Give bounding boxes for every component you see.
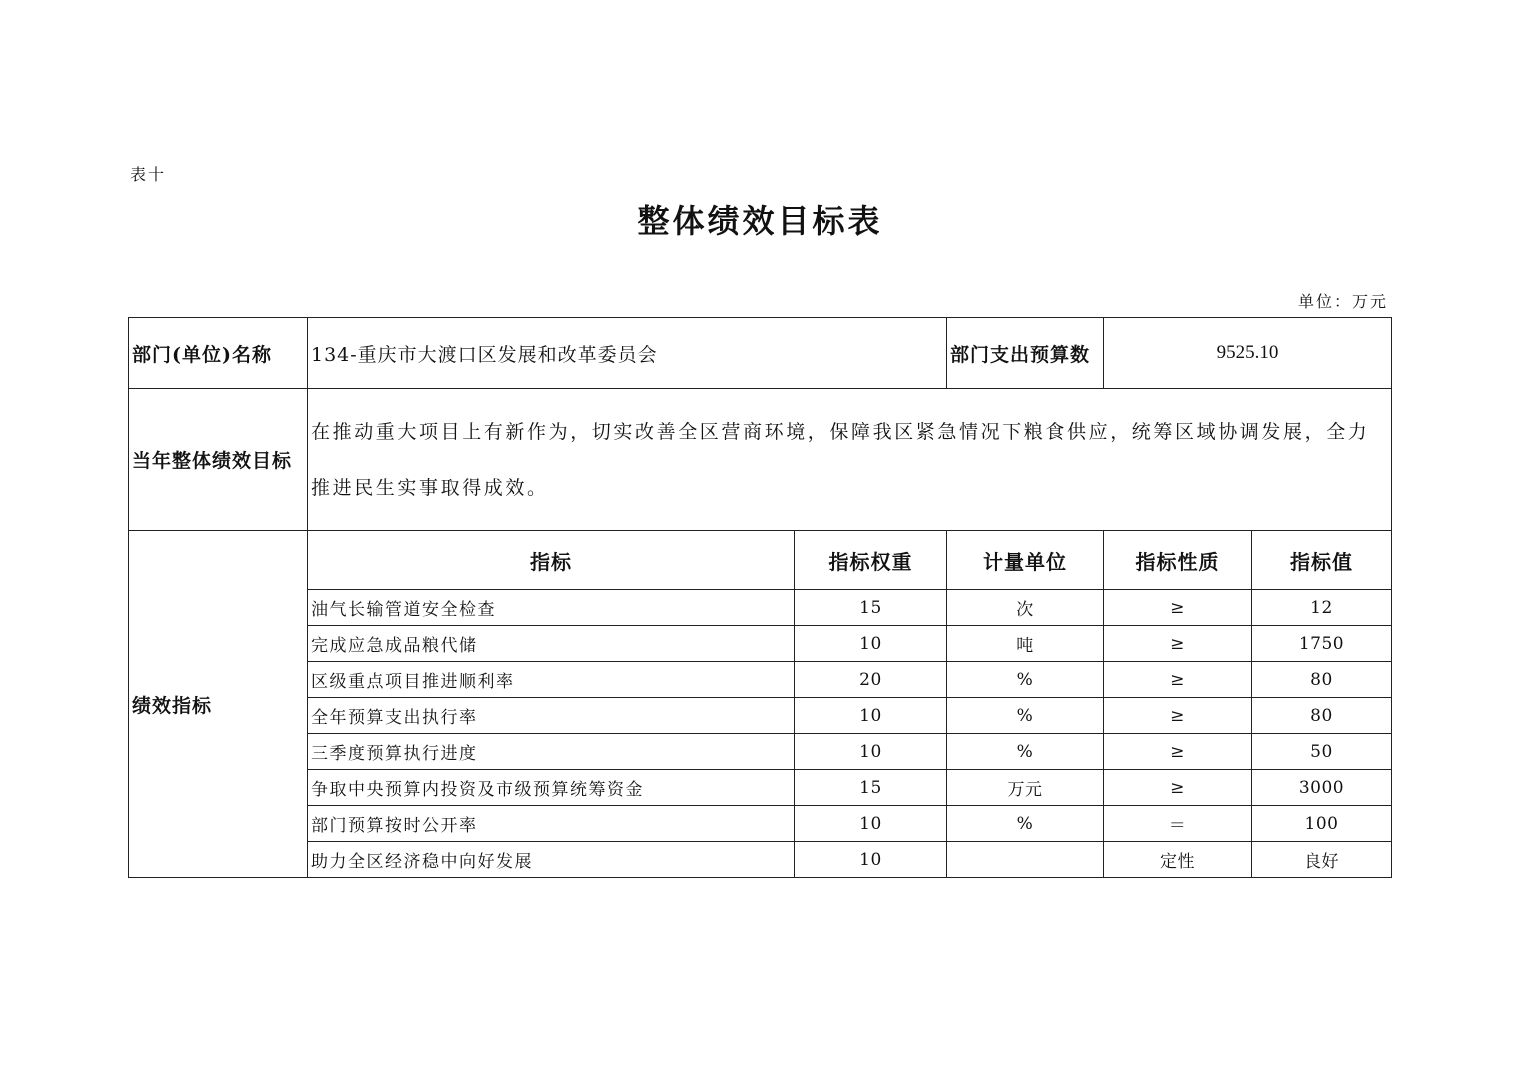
indicator-weight: 15 — [795, 770, 947, 806]
indicator-value: 80 — [1252, 662, 1392, 698]
indicator-value: 3000 — [1252, 770, 1392, 806]
indicator-unit: 万元 — [947, 770, 1104, 806]
indicator-unit: 吨 — [947, 626, 1104, 662]
indicator-unit: % — [947, 734, 1104, 770]
indicator-value: 1750 — [1252, 626, 1392, 662]
indicator-row — [129, 626, 1392, 662]
header-weight: 指标权重 — [795, 531, 947, 590]
header-unit: 计量单位 — [947, 531, 1104, 590]
dept-name-value: 134-重庆市大渡口区发展和改革委员会 — [308, 318, 947, 389]
budget-value: 9525.10 — [1104, 318, 1392, 389]
indicator-name: 争取中央预算内投资及市级预算统筹资金 — [308, 770, 795, 806]
indicator-unit: % — [947, 698, 1104, 734]
indicator-name: 部门预算按时公开率 — [308, 806, 795, 842]
indicator-name: 全年预算支出执行率 — [308, 698, 795, 734]
table-number: 表十 — [130, 165, 167, 184]
header-indicator: 指标 — [308, 531, 795, 590]
indicator-nature: ≥ — [1104, 662, 1252, 698]
page-title: 整体绩效目标表 — [637, 202, 883, 240]
header-nature: 指标性质 — [1104, 531, 1252, 590]
indicator-row — [129, 770, 1392, 806]
indicator-header-row — [129, 531, 1392, 590]
indicator-weight: 15 — [795, 590, 947, 626]
indicator-value: 100 — [1252, 806, 1392, 842]
indicator-weight: 20 — [795, 662, 947, 698]
indicator-value: 80 — [1252, 698, 1392, 734]
dept-name-label: 部门(单位)名称 — [129, 318, 308, 389]
indicator-nature: ≥ — [1104, 590, 1252, 626]
budget-label: 部门支出预算数 — [947, 318, 1104, 389]
indicator-row — [129, 590, 1392, 626]
indicator-weight: 10 — [795, 698, 947, 734]
indicators-label: 绩效指标 — [129, 531, 308, 878]
indicator-value: 良好 — [1252, 842, 1392, 878]
indicator-row — [129, 842, 1392, 878]
indicator-nature: ≥ — [1104, 734, 1252, 770]
indicator-name: 三季度预算执行进度 — [308, 734, 795, 770]
indicator-name: 助力全区经济稳中向好发展 — [308, 842, 795, 878]
indicator-unit: % — [947, 806, 1104, 842]
indicator-nature: ≥ — [1104, 770, 1252, 806]
indicator-value: 50 — [1252, 734, 1392, 770]
indicator-nature: ≥ — [1104, 698, 1252, 734]
indicator-name: 区级重点项目推进顺利率 — [308, 662, 795, 698]
indicator-row — [129, 734, 1392, 770]
indicator-nature: 定性 — [1104, 842, 1252, 878]
department-row — [129, 318, 1392, 389]
indicator-value: 12 — [1252, 590, 1392, 626]
indicator-row — [129, 662, 1392, 698]
indicator-nature: ≥ — [1104, 626, 1252, 662]
indicator-unit — [947, 842, 1104, 878]
indicator-weight: 10 — [795, 734, 947, 770]
indicator-row — [129, 698, 1392, 734]
indicator-name: 油气长输管道安全检查 — [308, 590, 795, 626]
indicator-weight: 10 — [795, 626, 947, 662]
indicator-weight: 10 — [795, 842, 947, 878]
indicator-unit: % — [947, 662, 1104, 698]
header-value: 指标值 — [1252, 531, 1392, 590]
annual-goal-text: 在推动重大项目上有新作为，切实改善全区营商环境，保障我区紧急情况下粮食供应，统筹区域协调发展，全力推进民生实事取得成效。 — [308, 389, 1392, 531]
indicator-nature: ＝ — [1104, 806, 1252, 842]
unit-label: 单位：万元 — [1297, 292, 1388, 311]
annual-goal-label: 当年整体绩效目标 — [129, 389, 308, 531]
indicator-weight: 10 — [795, 806, 947, 842]
performance-goal-table — [128, 317, 1392, 878]
indicator-name: 完成应急成品粮代储 — [308, 626, 795, 662]
indicator-unit: 次 — [947, 590, 1104, 626]
indicator-row — [129, 806, 1392, 842]
annual-goal-row — [129, 389, 1392, 531]
